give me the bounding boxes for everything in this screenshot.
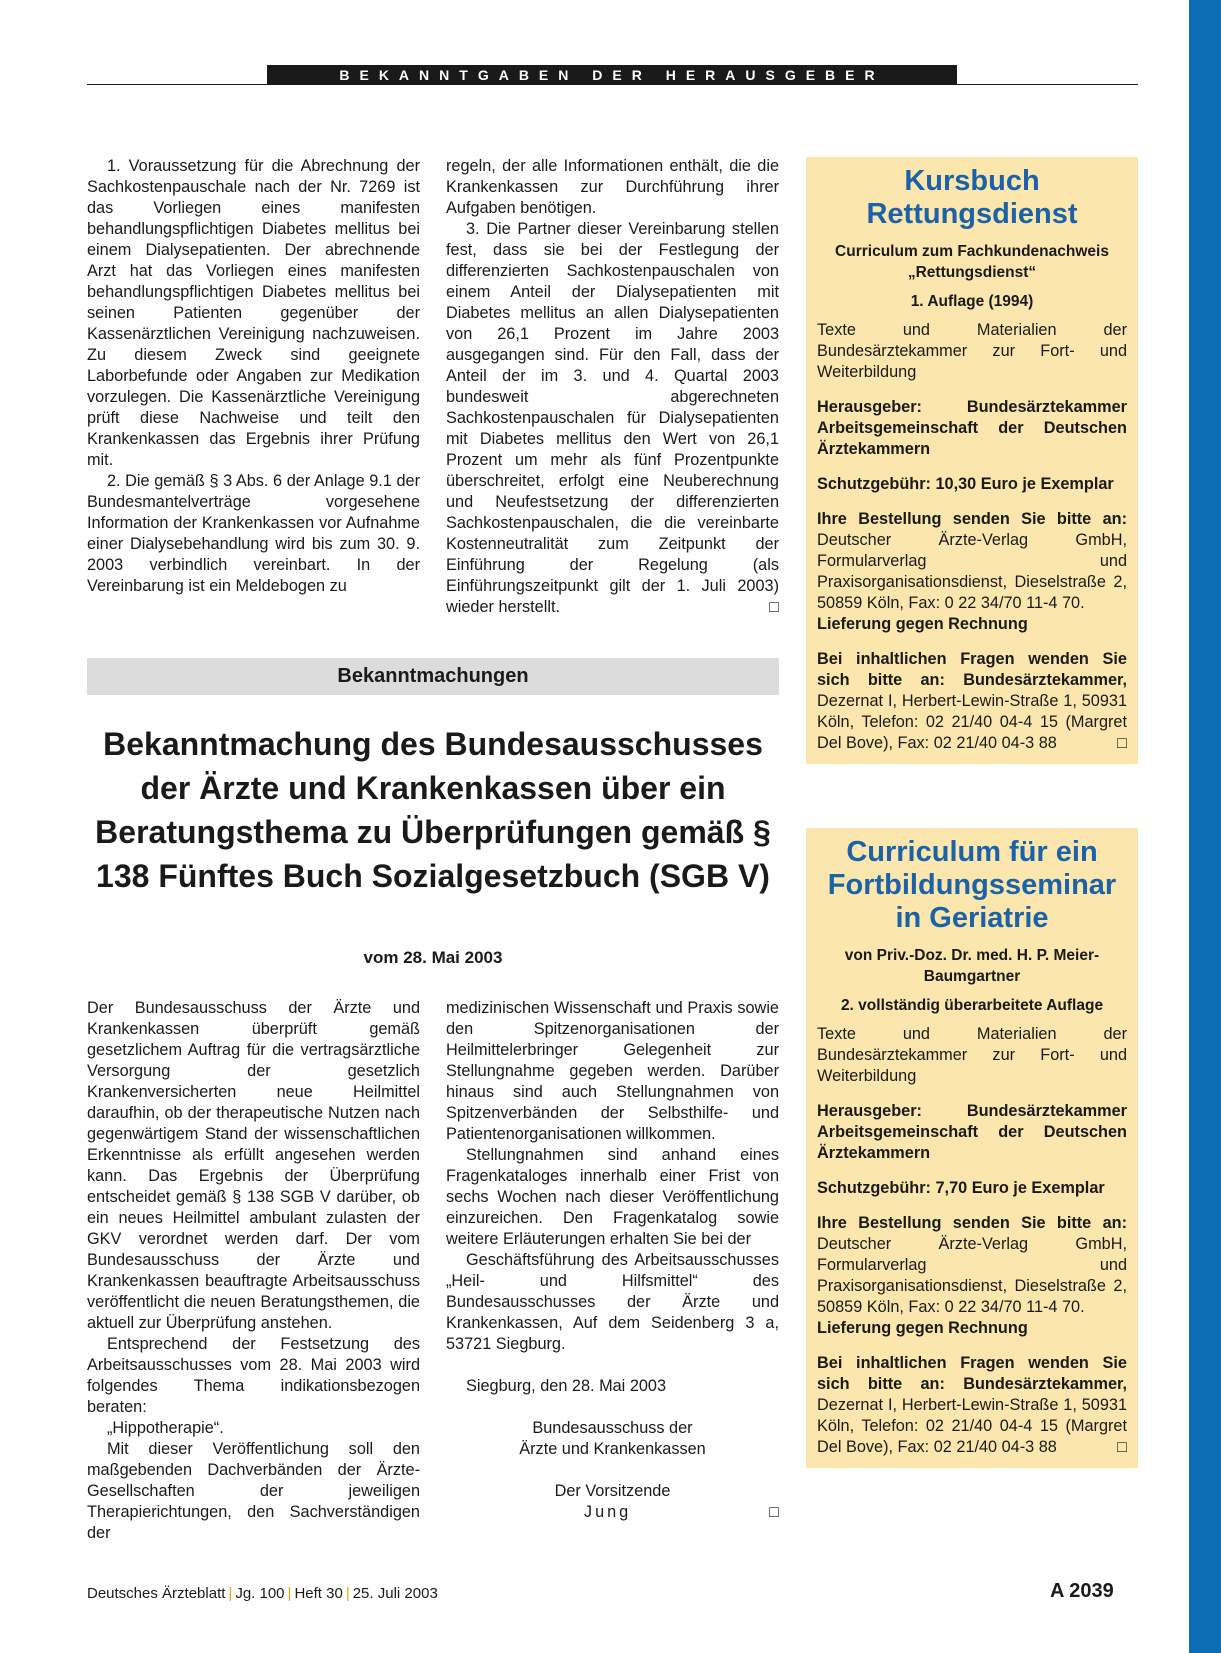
issue-date: 25. Juli 2003 — [352, 1585, 438, 1602]
header-rule — [87, 84, 1138, 85]
box-delivery: Lieferung gegen Rechnung — [817, 615, 1028, 633]
paragraph: medizinischen Wissenschaft und Praxis sowie den Spitzenorganisationen der Heilmittelerbringer Gelegenheit zur Stellungnahme gegeben werden. Darüber hinaus sind auch Stellungnahmen von Spitzenverbänden der Selbsthilfe- und Patientenorganisationen willkommen. — [446, 999, 779, 1143]
article-right-column — [446, 998, 779, 1523]
article-left-column — [87, 998, 420, 1544]
box-fee: Schutzgebühr: 10,30 Euro je Exemplar — [817, 475, 1114, 493]
box-publisher: Herausgeber: Bundesärztekammer Arbeitsgemeinschaft der Deutschen Ärztekammern — [817, 398, 1127, 458]
signer-org: Ärzte und Krankenkassen — [519, 1440, 706, 1458]
box-delivery: Lieferung gegen Rechnung — [817, 1319, 1028, 1337]
end-mark-icon: □ — [1117, 1438, 1127, 1456]
section-header: BEKANNTGABEN DER HERAUSGEBER — [267, 65, 957, 85]
page-number: A 2039 — [1050, 1580, 1114, 1602]
box-description: Texte und Materialien der Bundesärztekammer zur Fort- und Weiterbildung — [817, 321, 1127, 381]
box-subtitle: Curriculum zum Fachkundenachweis „Rettungsdienst“ — [835, 243, 1109, 281]
footer-citation: Deutsches Ärzteblatt | Jg. 100 | Heft 30 | 25. Juli 2003 — [87, 1585, 438, 1602]
box-edition: 2. vollständig überarbeitete Auflage — [840, 997, 1104, 1014]
paragraph: 3. Die Partner dieser Vereinbarung stellen fest, dass sie bei der Festlegung der differenzierten Sachkostenpauschalen von einem Anteil der Dialysepatienten mit Diabetes mellitus an allen Dialysepatienten von 26,1 Prozent im Jahre 2003 ausgegangen sind. Für den Fall, dass der Anteil der im 3. und 4. Quartal 2003 bundesweit abgerechneten Sachkostenpauschalen für Dialysepatienten mit Diabetes mellitus den Wert von 26,1 Prozent um mehr als fünf Prozentpunkte überschreitet, erfolgt eine Neuberechnung und Neufestsetzung der differenzierten Sachkostenpauschalen, die die vereinbarte Kostenneutralität zum Zeitpunkt der Einführung der Regelung (als Einführungszeitpunkt gilt der 1. Juli 2003) wieder herstellt. □ — [446, 220, 779, 616]
right-edge-bar — [1189, 0, 1221, 1653]
volume: Jg. 100 — [235, 1585, 285, 1602]
box-fee: Schutzgebühr: 7,70 Euro je Exemplar — [817, 1179, 1105, 1197]
section-label: Bekanntmachungen — [87, 658, 779, 695]
end-mark-icon: □ — [769, 598, 779, 616]
paragraph: 1. Voraussetzung für die Abrechnung der Sachkostenpauschale nach der Nr. 7269 ist das Vorliegen eines manifesten behandlungspflichtigen Diabetes mellitus bei einem Dialysepatienten. Der abrechnende Arzt hat das Vorliegen eines manifesten behandlungspflichtigen Diabetes mellitus bei seinen Patienten gegenüber der Kassenärztlichen Vereinigung nachzuweisen. Zu diesem Zweck sind geeignete Laborbefunde oder Angaben zur Medikation vorzulegen. Die Kassenärztliche Vereinigung prüft diese Nachweise und teilt den Krankenkassen das Ergebnis ihrer Prüfung mit. — [87, 157, 420, 469]
box-title: Kursbuch Rettungsdienst — [866, 165, 1078, 230]
paragraph: Stellungnahmen sind anhand eines Fragenkataloges innerhalb einer Frist von sechs Wochen nach dieser Veröffentlichung einzureichen. Den Fragenkatalog sowie weitere Erläuterungen erhalten Sie bei der — [446, 1146, 779, 1248]
top-right-column — [446, 156, 779, 618]
box-title: Curriculum für ein Fortbildungsseminar in Geriatrie — [827, 836, 1117, 934]
top-left-column — [87, 156, 420, 597]
article-date: vom 28. Mai 2003 — [363, 948, 503, 967]
paragraph: „Hippotherapie“. — [107, 1419, 224, 1437]
article-title: Bekanntmachung des Bundesausschusses der Ärzte und Krankenkassen über ein Beratungsthema zu Überprüfungen gemäß § 138 Fünftes Buch Sozialgesetzbuch (SGB V) — [95, 726, 771, 894]
box-order: Ihre Bestellung senden Sie bitte an: Deutscher Ärzte-Verlag GmbH, Formularverlag und Praxisorganisationsdienst, Dieselstraße 2, 50859 Köln, Fax: 0 22 34/70 11-4 70. — [817, 510, 1127, 612]
box-contact: Bei inhaltlichen Fragen wenden Sie sich bitte an: Bundesärztekammer, Dezernat I, Herbert-Lewin-Straße 1, 50931 Köln, Telefon: 02 21/40 04-4 15 (Margret Del Bove), Fax: 02 21/40 04-3 88 □ — [817, 650, 1127, 752]
book-ad-kursbuch — [806, 157, 1138, 764]
book-ad-geriatrie — [806, 828, 1138, 1468]
paragraph: regeln, der alle Informationen enthält, die die Krankenkassen zur Durchführung ihrer Aufgaben benötigen. — [446, 157, 779, 217]
signer-role: Der Vorsitzende — [554, 1482, 671, 1500]
end-mark-icon: □ — [769, 1503, 779, 1521]
paragraph: Geschäftsführung des Arbeitsausschusses „Heil- und Hilfsmittel“ des Bundesausschusses der Ärzte und Krankenkassen, Auf dem Seidenberg 3 a, 53721 Siegburg. — [446, 1251, 779, 1353]
issue: Heft 30 — [294, 1585, 343, 1602]
box-author: von Priv.-Doz. Dr. med. H. P. Meier-Baumgartner — [844, 947, 1100, 985]
signer-name: Jung □ — [583, 1503, 779, 1521]
paragraph: Entsprechend der Festsetzung des Arbeitsausschusses vom 28. Mai 2003 wird folgendes Thema indikationsbezogen beraten: — [87, 1335, 420, 1416]
place-date: Siegburg, den 28. Mai 2003 — [466, 1377, 667, 1395]
signer-org: Bundesausschuss der — [532, 1419, 693, 1437]
end-mark-icon: □ — [1117, 734, 1127, 752]
box-publisher: Herausgeber: Bundesärztekammer Arbeitsgemeinschaft der Deutschen Ärztekammern — [817, 1102, 1127, 1162]
journal-name: Deutsches Ärzteblatt — [87, 1585, 226, 1602]
box-order: Ihre Bestellung senden Sie bitte an: Deutscher Ärzte-Verlag GmbH, Formularverlag und Praxisorganisationsdienst, Dieselstraße 2, 50859 Köln, Fax: 0 22 34/70 11-4 70. — [817, 1214, 1127, 1316]
paragraph: 2. Die gemäß § 3 Abs. 6 der Anlage 9.1 der Bundesmantelverträge vorgesehene Information der Krankenkassen vor Aufnahme einer Dialysebehandlung wird bis zum 30. 9. 2003 verbindlich vereinbart. In der Vereinbarung ist ein Meldebogen zu — [87, 472, 420, 595]
box-description: Texte und Materialien der Bundesärztekammer zur Fort- und Weiterbildung — [817, 1025, 1127, 1085]
box-contact: Bei inhaltlichen Fragen wenden Sie sich bitte an: Bundesärztekammer, Dezernat I, Herbert-Lewin-Straße 1, 50931 Köln, Telefon: 02 21/40 04-4 15 (Margret Del Bove), Fax: 02 21/40 04-3 88 □ — [817, 1354, 1127, 1456]
paragraph: Der Bundesausschuss der Ärzte und Krankenkassen überprüft gemäß gesetzlichem Auftrag für die vertragsärztliche Versorgung der gesetzlich Krankenversicherten neue Heilmittel daraufhin, ob der therapeutische Nutzen nach gegenwärtigem Stand der wissenschaftlichen Erkenntnisse als erfüllt angesehen werden kann. Das Ergebnis der Überprüfung entscheidet gemäß § 138 SGB V darüber, ob ein neues Heilmittel ambulant zulasten der GKV verordnet werden darf. Der vom Bundesausschuss der Ärzte und Krankenkassen beauftragte Arbeitsausschuss veröffentlicht die neuen Beratungsthemen, die aktuell zur Überprüfung anstehen. — [87, 999, 420, 1332]
box-edition: 1. Auflage (1994) — [910, 293, 1034, 310]
paragraph: Mit dieser Veröffentlichung soll den maßgebenden Dachverbänden der Ärzte-Gesellschaften der jeweiligen Therapierichtungen, den Sachverständigen der — [87, 1440, 420, 1542]
